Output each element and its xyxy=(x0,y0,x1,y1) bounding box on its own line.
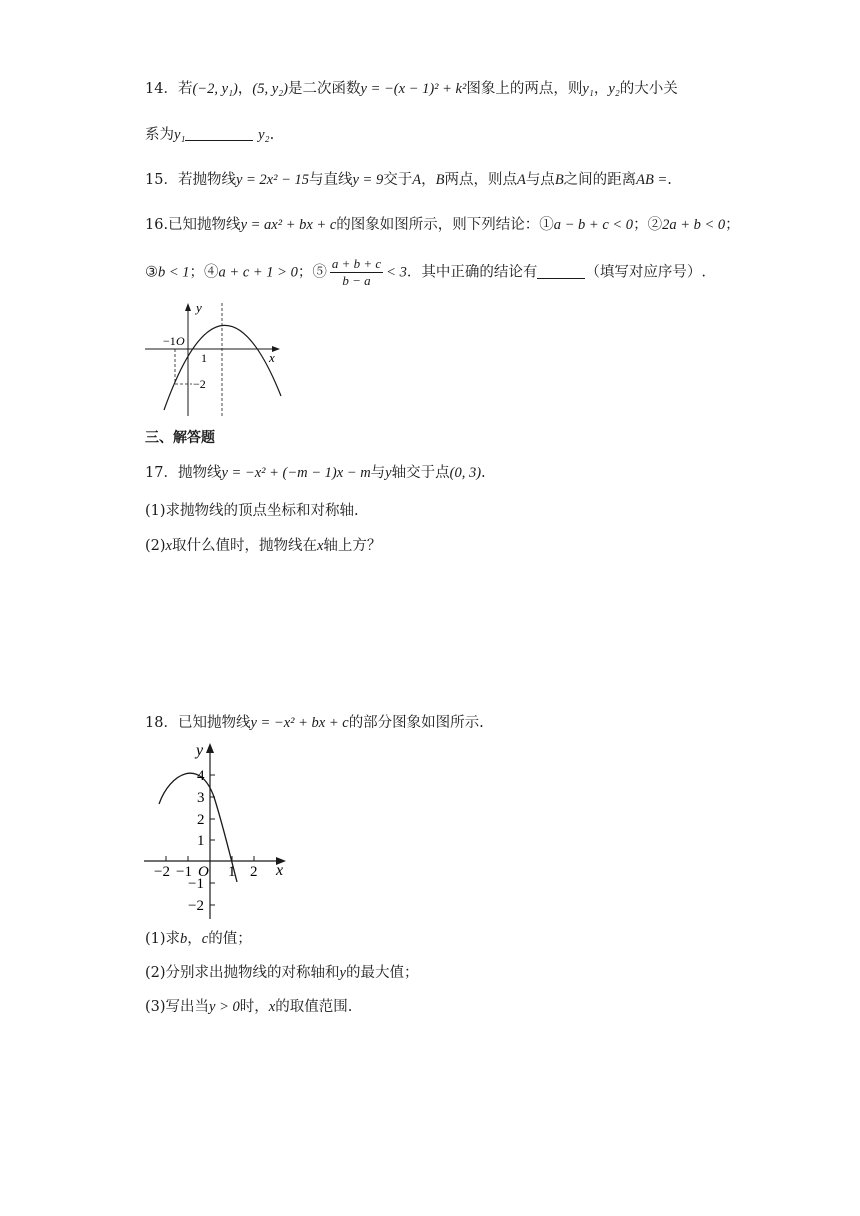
conclusion-marker: ② xyxy=(647,217,663,233)
y-tick-label: 1 xyxy=(197,833,205,849)
y-tick-label: −1 xyxy=(188,876,204,892)
tick-label-neg1: −1 xyxy=(163,334,176,348)
section-heading: 三、解答题 xyxy=(145,430,215,446)
text: 已知抛物线 xyxy=(177,715,251,731)
math-var: y₂ xyxy=(608,81,620,97)
math-var: y₂ xyxy=(258,127,270,143)
text: 的最大值； xyxy=(345,965,419,981)
y-tick-label: −2 xyxy=(188,898,204,914)
question-18-part-3 xyxy=(145,997,352,1017)
math-var: A xyxy=(412,172,422,188)
text: 的取值范围. xyxy=(275,999,353,1015)
fraction-denominator: b − a xyxy=(342,273,371,288)
answer-blank[interactable] xyxy=(185,128,253,141)
text: 的值； xyxy=(208,931,252,947)
question-16-line-2 xyxy=(145,256,706,289)
text: ， xyxy=(237,81,253,97)
math-var: B xyxy=(435,172,445,188)
text: ．其中正确的结论有 xyxy=(406,264,538,281)
origin-label: O xyxy=(176,334,185,348)
text: ； xyxy=(633,217,648,233)
conclusion-expression: 2a + b < 0 xyxy=(662,217,726,233)
function-expression: y = −x² + bx + c xyxy=(250,715,349,731)
line-expression: y = 9 xyxy=(352,172,384,188)
conclusion-marker: ① xyxy=(539,217,554,233)
math-var: b xyxy=(180,931,188,947)
text: 是二次函数 xyxy=(288,81,361,97)
y-tick-label: 4 xyxy=(197,768,205,784)
text: 轴上方？ xyxy=(323,538,382,554)
text: 若抛物线 xyxy=(177,172,236,188)
text: (1)求 xyxy=(145,931,181,947)
x-axis-label: x xyxy=(269,350,275,365)
function-expression: y = 2x² − 15 xyxy=(235,172,309,188)
text: ； xyxy=(297,264,313,281)
text: 时， xyxy=(239,999,269,1015)
x-axis-label: x xyxy=(276,862,284,879)
question-18-parabola-graph xyxy=(140,737,290,922)
question-number: 16 xyxy=(145,217,164,233)
text: 抛物线 xyxy=(177,465,222,481)
conclusion-expression: b < 1 xyxy=(158,264,190,281)
question-14-line-2 xyxy=(145,125,274,145)
text: 与点 xyxy=(525,172,555,188)
question-17-part-1: (1)求抛物线的顶点坐标和对称轴. xyxy=(145,503,359,519)
conclusion-marker: ⑤ xyxy=(312,264,327,281)
text: ， xyxy=(593,81,609,97)
text: 取什么值时，抛物线在 xyxy=(171,538,317,554)
origin-label: O xyxy=(198,864,209,880)
question-number: 15． xyxy=(145,172,178,188)
x-tick-label: 2 xyxy=(250,864,258,880)
function-expression: y = −x² + (−m − 1)x − m xyxy=(221,465,371,481)
text: 轴交于点 xyxy=(391,465,450,481)
x-tick-label: −2 xyxy=(154,864,170,880)
function-expression: y = −(x − 1)² + k² xyxy=(360,81,467,97)
text: . xyxy=(481,465,486,481)
text: .已知抛物线 xyxy=(163,217,241,233)
math-expression: AB = xyxy=(636,172,668,188)
text: (2)分别求出抛物线的对称轴和 xyxy=(145,965,340,981)
conclusion-expression: a − b + c < 0 xyxy=(553,217,634,233)
text: 的部分图象如图所示. xyxy=(348,715,484,731)
conclusion-marker: ③ xyxy=(145,264,158,281)
question-18 xyxy=(145,713,484,733)
fraction xyxy=(330,256,383,289)
math-var: y xyxy=(339,965,346,981)
text: ， xyxy=(421,172,436,188)
math-var: y₁ xyxy=(582,81,594,97)
y-tick-label: 2 xyxy=(197,812,205,828)
y-axis-arrow xyxy=(185,303,191,311)
question-number: 14． xyxy=(145,81,178,97)
y-tick-label: 3 xyxy=(197,790,205,806)
question-18-part-1 xyxy=(145,929,252,949)
y-axis-label: y xyxy=(196,300,202,315)
function-expression: y = ax² + bx + c xyxy=(240,217,337,233)
question-number: 17． xyxy=(145,465,178,481)
tick-label-neg2: −2 xyxy=(193,377,206,391)
question-17 xyxy=(145,463,486,483)
text: ； xyxy=(189,264,205,281)
question-number: 18． xyxy=(145,715,178,731)
conclusion-expression: a + c + 1 > 0 xyxy=(218,264,298,281)
math-var: B xyxy=(554,172,564,188)
text: ， xyxy=(187,931,202,947)
text: 图象上的两点，则 xyxy=(466,81,583,97)
text: 若 xyxy=(177,81,193,97)
text: （填写对应序号）. xyxy=(585,264,706,281)
math-var: x xyxy=(268,999,276,1015)
question-16-line-1 xyxy=(145,215,740,235)
point-expression: (5, y₂) xyxy=(252,81,289,97)
question-15 xyxy=(145,170,672,190)
x-tick-label: 1 xyxy=(228,864,236,880)
math-var: c xyxy=(201,931,209,947)
text: 系为 xyxy=(145,127,174,143)
text: 的大小关 xyxy=(619,81,678,97)
conclusion-expression: < 3 xyxy=(386,264,407,281)
question-17-part-2 xyxy=(145,536,381,556)
text: 两点，则点 xyxy=(444,172,517,188)
text: ； xyxy=(725,217,740,233)
text: 与直线 xyxy=(309,172,353,188)
math-var: A xyxy=(516,172,526,188)
text: (3)写出当 xyxy=(145,999,210,1015)
answer-blank[interactable] xyxy=(537,266,585,279)
x-tick-label: −1 xyxy=(176,864,192,880)
question-18-part-2 xyxy=(145,963,418,983)
math-var: y xyxy=(385,465,392,481)
point-expression: (−2, y₁) xyxy=(192,81,238,97)
text: 与 xyxy=(370,465,386,481)
tick-label-1: 1 xyxy=(201,351,207,365)
fraction-numerator: a + b + c xyxy=(331,256,382,271)
text: 的图象如图所示，则下列结论： xyxy=(336,217,540,233)
text: . xyxy=(269,127,275,143)
question-14-line-1 xyxy=(145,79,678,99)
math-var: y₁ xyxy=(174,127,186,143)
text: (2) xyxy=(145,538,166,554)
math-var: x xyxy=(165,538,172,554)
point-expression: (0, 3) xyxy=(449,465,482,481)
math-var: x xyxy=(316,538,324,554)
y-axis-label: y xyxy=(196,742,204,759)
question-16-parabola-graph xyxy=(140,298,290,420)
text: 交于 xyxy=(383,172,413,188)
y-axis-arrow xyxy=(206,743,214,753)
math-expression: y > 0 xyxy=(209,999,240,1015)
text: 之间的距离 xyxy=(563,172,637,188)
conclusion-marker: ④ xyxy=(204,264,219,281)
text: . xyxy=(667,172,672,188)
